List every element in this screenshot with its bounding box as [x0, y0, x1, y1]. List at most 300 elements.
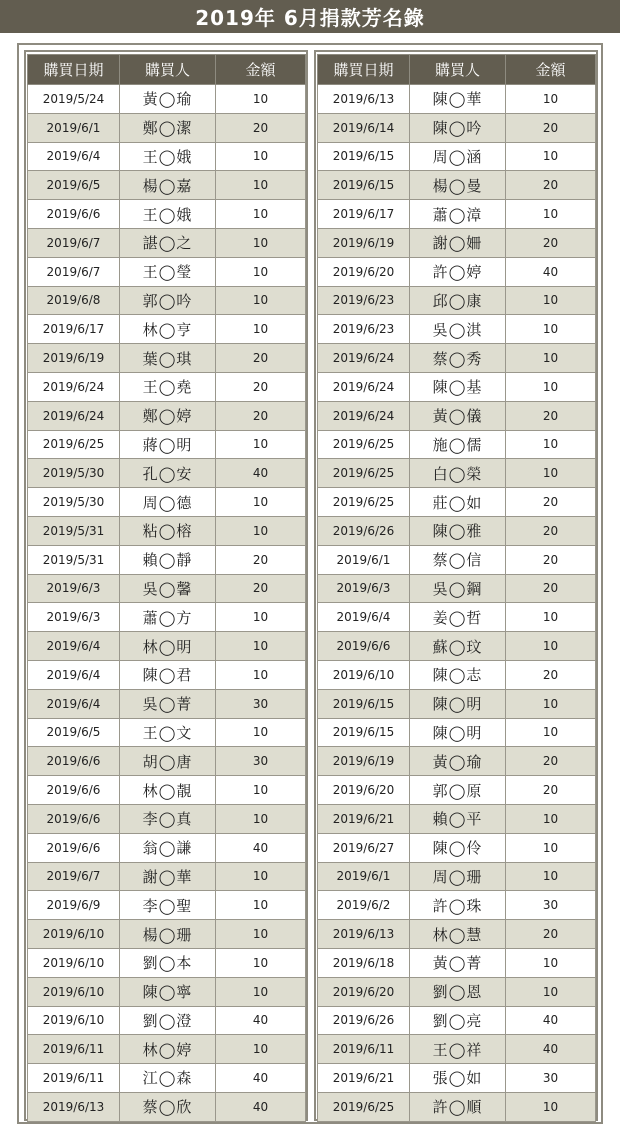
table-row	[318, 862, 596, 891]
table-row	[318, 891, 596, 920]
donation-date: 2019/5/30	[28, 459, 120, 488]
donation-amount: 10	[506, 948, 596, 977]
donor-name: 陳◯伶	[410, 833, 506, 862]
donor-list-frame	[17, 43, 603, 1124]
donation-date: 2019/6/26	[318, 1006, 410, 1035]
donor-name: 陳◯君	[120, 660, 216, 689]
table-row	[28, 574, 306, 603]
table-row	[28, 689, 306, 718]
table-row	[318, 85, 596, 114]
donation-date: 2019/6/10	[28, 1006, 120, 1035]
donation-amount: 10	[216, 660, 306, 689]
donor-name: 林◯婷	[120, 1035, 216, 1064]
column-header-date: 購買日期	[318, 55, 410, 85]
donor-name: 劉◯本	[120, 948, 216, 977]
donation-date: 2019/6/20	[318, 776, 410, 805]
donor-name: 陳◯雅	[410, 516, 506, 545]
donor-name: 鄭◯潔	[120, 113, 216, 142]
donation-date: 2019/6/13	[28, 1092, 120, 1121]
donation-date: 2019/6/24	[318, 401, 410, 430]
table-row	[318, 488, 596, 517]
donation-date: 2019/6/7	[28, 257, 120, 286]
donor-name: 黃◯瑜	[120, 85, 216, 114]
table-row	[28, 776, 306, 805]
donation-date: 2019/6/25	[318, 430, 410, 459]
donation-amount: 10	[216, 516, 306, 545]
donation-amount: 10	[506, 85, 596, 114]
table-row	[28, 516, 306, 545]
table-row	[28, 85, 306, 114]
donation-amount: 40	[506, 1035, 596, 1064]
donor-name: 諶◯之	[120, 228, 216, 257]
donation-date: 2019/6/19	[28, 344, 120, 373]
donation-amount: 20	[506, 660, 596, 689]
donation-date: 2019/6/1	[318, 545, 410, 574]
donation-date: 2019/6/25	[318, 459, 410, 488]
donation-date: 2019/6/4	[318, 603, 410, 632]
table-row	[318, 804, 596, 833]
column-header-amount: 金額	[506, 55, 596, 85]
table-row	[28, 459, 306, 488]
donation-amount: 10	[216, 804, 306, 833]
donation-date: 2019/6/27	[318, 833, 410, 862]
donation-date: 2019/6/24	[318, 344, 410, 373]
donation-date: 2019/6/13	[318, 85, 410, 114]
table-row	[28, 228, 306, 257]
donation-amount: 20	[216, 545, 306, 574]
donation-date: 2019/5/30	[28, 488, 120, 517]
donation-date: 2019/6/25	[318, 488, 410, 517]
donor-name: 粘◯榕	[120, 516, 216, 545]
donor-name: 賴◯平	[410, 804, 506, 833]
donation-amount: 10	[216, 315, 306, 344]
donor-name: 周◯珊	[410, 862, 506, 891]
table-row	[28, 372, 306, 401]
donation-date: 2019/6/15	[318, 171, 410, 200]
table-row	[28, 1006, 306, 1035]
donation-amount: 10	[506, 1092, 596, 1121]
donation-amount: 20	[506, 920, 596, 949]
donation-amount: 10	[216, 948, 306, 977]
table-row	[28, 401, 306, 430]
donation-amount: 10	[506, 977, 596, 1006]
donation-date: 2019/6/11	[28, 1035, 120, 1064]
table-row	[28, 862, 306, 891]
table-row	[318, 516, 596, 545]
table-row	[28, 660, 306, 689]
table-row	[318, 948, 596, 977]
table-row	[28, 833, 306, 862]
donor-name: 吳◯菁	[120, 689, 216, 718]
table-row	[28, 257, 306, 286]
donor-name: 王◯文	[120, 718, 216, 747]
donor-name: 黃◯瑜	[410, 747, 506, 776]
donation-date: 2019/6/11	[28, 1064, 120, 1093]
table-row	[28, 804, 306, 833]
header-row	[318, 55, 596, 85]
donation-amount: 30	[506, 891, 596, 920]
donation-amount: 10	[506, 430, 596, 459]
donation-amount: 20	[506, 747, 596, 776]
donation-amount: 20	[506, 488, 596, 517]
table-row	[28, 200, 306, 229]
table-row	[318, 833, 596, 862]
donation-amount: 40	[216, 459, 306, 488]
donation-amount: 10	[506, 344, 596, 373]
donation-amount: 10	[216, 430, 306, 459]
donation-amount: 10	[216, 862, 306, 891]
donation-amount: 20	[216, 344, 306, 373]
table-row	[28, 430, 306, 459]
donation-date: 2019/6/10	[318, 660, 410, 689]
donation-date: 2019/6/4	[28, 660, 120, 689]
donation-amount: 10	[216, 286, 306, 315]
donor-name: 陳◯志	[410, 660, 506, 689]
donor-name: 劉◯亮	[410, 1006, 506, 1035]
donor-name: 林◯靚	[120, 776, 216, 805]
table-row	[318, 430, 596, 459]
table-row	[318, 315, 596, 344]
table-row	[318, 200, 596, 229]
donation-date: 2019/6/7	[28, 862, 120, 891]
donor-name: 楊◯嘉	[120, 171, 216, 200]
donation-amount: 10	[506, 142, 596, 171]
donation-date: 2019/6/14	[318, 113, 410, 142]
donation-amount: 30	[506, 1064, 596, 1093]
donation-amount: 20	[506, 228, 596, 257]
donor-name: 王◯瑩	[120, 257, 216, 286]
table-row	[28, 344, 306, 373]
donor-name: 林◯明	[120, 632, 216, 661]
donation-amount: 10	[506, 689, 596, 718]
donation-date: 2019/6/24	[318, 372, 410, 401]
donor-name: 王◯娥	[120, 142, 216, 171]
donation-date: 2019/6/17	[318, 200, 410, 229]
donation-date: 2019/6/19	[318, 228, 410, 257]
table-row	[318, 171, 596, 200]
donation-amount: 10	[216, 85, 306, 114]
donation-amount: 10	[216, 142, 306, 171]
donation-date: 2019/6/25	[28, 430, 120, 459]
donation-amount: 20	[506, 776, 596, 805]
table-row	[28, 718, 306, 747]
column-header-amount: 金額	[216, 55, 306, 85]
donation-date: 2019/6/13	[318, 920, 410, 949]
table-row	[28, 977, 306, 1006]
donor-name: 謝◯姍	[410, 228, 506, 257]
donor-name: 張◯如	[410, 1064, 506, 1093]
donor-name: 蕭◯方	[120, 603, 216, 632]
donation-amount: 20	[506, 401, 596, 430]
table-row	[28, 286, 306, 315]
donation-amount: 10	[216, 200, 306, 229]
table-row	[318, 257, 596, 286]
donor-name: 陳◯明	[410, 689, 506, 718]
donor-name: 黃◯儀	[410, 401, 506, 430]
donor-name: 吳◯淇	[410, 315, 506, 344]
donor-name: 陳◯吟	[410, 113, 506, 142]
donor-name: 李◯真	[120, 804, 216, 833]
donation-date: 2019/6/24	[28, 401, 120, 430]
donation-amount: 40	[216, 833, 306, 862]
donation-amount: 20	[216, 401, 306, 430]
donation-date: 2019/6/23	[318, 315, 410, 344]
donor-name: 蘇◯玟	[410, 632, 506, 661]
column-header-donor: 購買人	[410, 55, 506, 85]
donation-amount: 10	[506, 603, 596, 632]
donation-date: 2019/5/31	[28, 516, 120, 545]
donation-date: 2019/6/3	[318, 574, 410, 603]
table-row	[318, 574, 596, 603]
donation-date: 2019/6/6	[318, 632, 410, 661]
table-row	[28, 948, 306, 977]
table-row	[28, 113, 306, 142]
donor-name: 林◯亨	[120, 315, 216, 344]
donor-name: 蔡◯信	[410, 545, 506, 574]
donation-amount: 10	[216, 977, 306, 1006]
page-title: 2019年 6月捐款芳名錄	[0, 0, 620, 33]
donation-date: 2019/6/3	[28, 574, 120, 603]
table-row	[28, 315, 306, 344]
donation-amount: 20	[506, 545, 596, 574]
donor-name: 楊◯珊	[120, 920, 216, 949]
table-row	[28, 747, 306, 776]
table-row	[28, 1092, 306, 1121]
table-row	[318, 113, 596, 142]
donation-amount: 10	[506, 286, 596, 315]
donation-amount: 10	[506, 372, 596, 401]
table-row	[318, 1064, 596, 1093]
table-row	[28, 1035, 306, 1064]
table-row	[318, 920, 596, 949]
donation-date: 2019/6/11	[318, 1035, 410, 1064]
donation-amount: 40	[216, 1064, 306, 1093]
donation-amount: 10	[216, 603, 306, 632]
donation-date: 2019/6/7	[28, 228, 120, 257]
donation-amount: 10	[216, 632, 306, 661]
donor-name: 陳◯基	[410, 372, 506, 401]
table-row	[318, 228, 596, 257]
donation-amount: 10	[216, 1035, 306, 1064]
donation-amount: 10	[216, 171, 306, 200]
table-row	[318, 977, 596, 1006]
donation-amount: 10	[506, 632, 596, 661]
donation-amount: 10	[506, 804, 596, 833]
table-row	[318, 603, 596, 632]
table-row	[318, 459, 596, 488]
donor-name: 劉◯澄	[120, 1006, 216, 1035]
table-row	[28, 142, 306, 171]
donor-name: 黃◯菁	[410, 948, 506, 977]
table-row	[318, 344, 596, 373]
donation-date: 2019/6/5	[28, 718, 120, 747]
donor-name: 蔣◯明	[120, 430, 216, 459]
donation-date: 2019/6/15	[318, 718, 410, 747]
table-row	[28, 920, 306, 949]
donation-date: 2019/6/24	[28, 372, 120, 401]
table-row	[28, 488, 306, 517]
donation-amount: 20	[506, 516, 596, 545]
donation-amount: 10	[506, 833, 596, 862]
donation-amount: 10	[506, 718, 596, 747]
table-row	[318, 142, 596, 171]
donation-date: 2019/6/21	[318, 1064, 410, 1093]
donor-name: 郭◯原	[410, 776, 506, 805]
donor-name: 許◯順	[410, 1092, 506, 1121]
column-header-donor: 購買人	[120, 55, 216, 85]
donation-amount: 40	[216, 1006, 306, 1035]
donor-name: 李◯聖	[120, 891, 216, 920]
donation-date: 2019/6/6	[28, 747, 120, 776]
donor-name: 蕭◯漳	[410, 200, 506, 229]
donor-name: 周◯涵	[410, 142, 506, 171]
donation-amount: 20	[506, 574, 596, 603]
right-panel	[314, 50, 598, 1121]
donation-amount: 20	[506, 171, 596, 200]
donor-name: 葉◯琪	[120, 344, 216, 373]
donor-name: 吳◯馨	[120, 574, 216, 603]
donation-amount: 10	[216, 891, 306, 920]
donor-name: 吳◯鋼	[410, 574, 506, 603]
donation-amount: 10	[506, 315, 596, 344]
donation-date: 2019/6/4	[28, 689, 120, 718]
donor-name: 林◯慧	[410, 920, 506, 949]
donation-date: 2019/6/1	[318, 862, 410, 891]
donation-date: 2019/5/24	[28, 85, 120, 114]
donation-date: 2019/6/23	[318, 286, 410, 315]
donation-date: 2019/6/10	[28, 920, 120, 949]
donor-name: 王◯娥	[120, 200, 216, 229]
donor-table-left	[27, 54, 306, 1122]
donor-table-right	[317, 54, 596, 1122]
donation-date: 2019/6/15	[318, 689, 410, 718]
table-row	[318, 689, 596, 718]
donation-amount: 20	[216, 113, 306, 142]
column-header-date: 購買日期	[28, 55, 120, 85]
donor-name: 蔡◯欣	[120, 1092, 216, 1121]
donor-name: 陳◯明	[410, 718, 506, 747]
donor-name: 翁◯謙	[120, 833, 216, 862]
donation-date: 2019/6/19	[318, 747, 410, 776]
donor-name: 施◯儒	[410, 430, 506, 459]
donation-amount: 10	[216, 718, 306, 747]
donation-date: 2019/6/20	[318, 257, 410, 286]
donor-name: 陳◯華	[410, 85, 506, 114]
donation-date: 2019/6/6	[28, 833, 120, 862]
donation-date: 2019/6/1	[28, 113, 120, 142]
table-row	[318, 747, 596, 776]
table-row	[28, 632, 306, 661]
donation-amount: 10	[506, 459, 596, 488]
donation-amount: 40	[216, 1092, 306, 1121]
donation-date: 2019/6/10	[28, 977, 120, 1006]
donation-date: 2019/6/4	[28, 632, 120, 661]
donation-amount: 10	[216, 228, 306, 257]
table-row	[28, 1064, 306, 1093]
table-row	[318, 545, 596, 574]
donor-name: 白◯榮	[410, 459, 506, 488]
donation-amount: 10	[506, 862, 596, 891]
donation-amount: 10	[216, 920, 306, 949]
donation-date: 2019/6/25	[318, 1092, 410, 1121]
donation-date: 2019/6/6	[28, 200, 120, 229]
donation-amount: 10	[216, 257, 306, 286]
donation-date: 2019/6/4	[28, 142, 120, 171]
donor-name: 邱◯康	[410, 286, 506, 315]
table-row	[28, 891, 306, 920]
donor-name: 謝◯華	[120, 862, 216, 891]
donor-name: 王◯祥	[410, 1035, 506, 1064]
donor-name: 周◯德	[120, 488, 216, 517]
donation-amount: 40	[506, 1006, 596, 1035]
table-row	[318, 1092, 596, 1121]
donation-date: 2019/6/9	[28, 891, 120, 920]
donor-name: 鄭◯婷	[120, 401, 216, 430]
table-row	[318, 718, 596, 747]
donor-name: 孔◯安	[120, 459, 216, 488]
table-row	[318, 372, 596, 401]
donor-name: 胡◯唐	[120, 747, 216, 776]
donation-date: 2019/6/5	[28, 171, 120, 200]
donor-name: 蔡◯秀	[410, 344, 506, 373]
donation-date: 2019/5/31	[28, 545, 120, 574]
left-panel	[24, 50, 308, 1121]
donation-date: 2019/6/6	[28, 804, 120, 833]
donor-name: 姜◯哲	[410, 603, 506, 632]
table-row	[28, 603, 306, 632]
donation-date: 2019/6/3	[28, 603, 120, 632]
donation-amount: 20	[216, 372, 306, 401]
donor-name: 陳◯寧	[120, 977, 216, 1006]
table-row	[318, 401, 596, 430]
donation-date: 2019/6/6	[28, 776, 120, 805]
donation-amount: 10	[216, 776, 306, 805]
donation-date: 2019/6/8	[28, 286, 120, 315]
donor-name: 江◯森	[120, 1064, 216, 1093]
donation-date: 2019/6/26	[318, 516, 410, 545]
donation-amount: 20	[506, 113, 596, 142]
donation-date: 2019/6/18	[318, 948, 410, 977]
donor-name: 楊◯曼	[410, 171, 506, 200]
donation-date: 2019/6/2	[318, 891, 410, 920]
donation-date: 2019/6/21	[318, 804, 410, 833]
donation-amount: 30	[216, 747, 306, 776]
table-row	[318, 286, 596, 315]
table-row	[318, 660, 596, 689]
header-row	[28, 55, 306, 85]
table-row	[28, 545, 306, 574]
donor-name: 王◯堯	[120, 372, 216, 401]
donation-date: 2019/6/17	[28, 315, 120, 344]
donation-amount: 40	[506, 257, 596, 286]
table-row	[318, 632, 596, 661]
donor-name: 劉◯恩	[410, 977, 506, 1006]
donor-name: 賴◯靜	[120, 545, 216, 574]
table-row	[318, 1035, 596, 1064]
table-row	[28, 171, 306, 200]
donor-name: 郭◯吟	[120, 286, 216, 315]
donor-name: 許◯珠	[410, 891, 506, 920]
table-row	[318, 776, 596, 805]
table-row	[318, 1006, 596, 1035]
donation-amount: 30	[216, 689, 306, 718]
donation-amount: 10	[216, 488, 306, 517]
donation-amount: 20	[216, 574, 306, 603]
donation-date: 2019/6/20	[318, 977, 410, 1006]
donation-amount: 10	[506, 200, 596, 229]
donation-date: 2019/6/15	[318, 142, 410, 171]
donor-name: 莊◯如	[410, 488, 506, 517]
